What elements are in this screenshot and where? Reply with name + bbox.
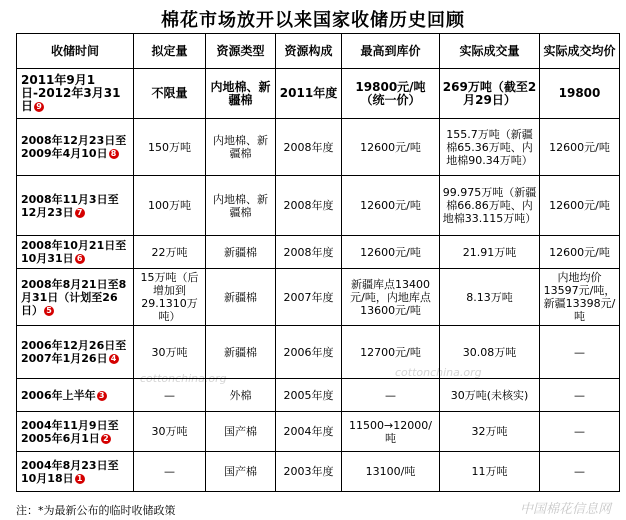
cell-source: 2003年度 <box>276 452 342 492</box>
cell-amount: 100万吨 <box>134 176 206 236</box>
sequence-marker: 3 <box>97 391 107 401</box>
cell-volume: 32万吨 <box>440 412 540 452</box>
cell-price: 11500→12000/吨 <box>342 412 440 452</box>
cell-avg: — <box>540 379 620 412</box>
cell-amount: — <box>134 379 206 412</box>
cell-amount: 不限量 <box>134 69 206 119</box>
table-row <box>17 326 620 379</box>
cell-amount: — <box>134 452 206 492</box>
header-source: 资源构成 <box>276 34 342 69</box>
cell-source: 2007年度 <box>276 269 342 326</box>
cell-volume: 30.08万吨 <box>440 326 540 379</box>
sequence-marker: 1 <box>75 474 85 484</box>
cell-volume: 99.975万吨（新疆棉66.86万吨、内地棉33.115万吨） <box>440 176 540 236</box>
table-row <box>17 269 620 326</box>
cell-price: 12600元/吨 <box>342 119 440 176</box>
cell-type: 内地棉、新疆棉 <box>206 119 276 176</box>
cell-price: 13100/吨 <box>342 452 440 492</box>
sequence-marker: 8 <box>109 149 119 159</box>
watermark: cottonchina.org <box>395 366 482 379</box>
table-header-row <box>17 34 620 69</box>
cell-time <box>17 452 134 492</box>
table-row <box>17 452 620 492</box>
cell-type: 国产棉 <box>206 452 276 492</box>
cell-price: 12600元/吨 <box>342 176 440 236</box>
cell-type: 内地棉、新疆棉 <box>206 69 276 119</box>
cell-amount: 22万吨 <box>134 236 206 269</box>
cell-time <box>17 412 134 452</box>
cell-volume: 269万吨（截至2月29日） <box>440 69 540 119</box>
header-type: 资源类型 <box>206 34 276 69</box>
cell-type: 新疆棉 <box>206 269 276 326</box>
cell-avg: 19800 <box>540 69 620 119</box>
cell-avg: — <box>540 452 620 492</box>
sequence-marker: 6 <box>75 254 85 264</box>
cell-avg: — <box>540 412 620 452</box>
header-avg: 实际成交均价 <box>540 34 620 69</box>
cell-avg: 12600元/吨 <box>540 236 620 269</box>
cell-volume: 155.7万吨（新疆棉65.36万吨、内地棉90.34万吨） <box>440 119 540 176</box>
cell-price: 新疆库点13400元/吨，内地库点13600元/吨 <box>342 269 440 326</box>
sequence-marker: 2 <box>101 434 111 444</box>
cell-time <box>17 69 134 119</box>
cell-price: 12700元/吨 <box>342 326 440 379</box>
time-text: 2008年11月3日至12月23日 <box>21 192 119 219</box>
cell-type: 新疆棉 <box>206 326 276 379</box>
cell-source: 2006年度 <box>276 326 342 379</box>
header-time: 收储时间 <box>17 34 134 69</box>
sequence-marker: 9 <box>34 102 44 112</box>
time-text: 2008年12月23日至2009年4月10日 <box>21 134 127 160</box>
cell-time <box>17 269 134 326</box>
watermark: 中国棉花信息网 <box>520 502 612 517</box>
table-row <box>17 69 620 119</box>
time-text: 2011年9月1日-2012年3月31日 <box>21 73 121 113</box>
cell-price: — <box>342 379 440 412</box>
cell-amount: 30万吨 <box>134 412 206 452</box>
cell-source: 2011年度 <box>276 69 342 119</box>
watermark: cottonchina.org <box>140 372 227 385</box>
cell-type: 外棉 <box>206 379 276 412</box>
cell-price: 19800元/吨（统一价） <box>342 69 440 119</box>
table-row <box>17 176 620 236</box>
cell-avg: 12600元/吨 <box>540 119 620 176</box>
header-amount: 拟定量 <box>134 34 206 69</box>
time-text: 2008年8月21日至8月31日（计划至26日） <box>21 277 127 317</box>
cell-amount: 150万吨 <box>134 119 206 176</box>
cell-source: 2008年度 <box>276 119 342 176</box>
table-row <box>17 379 620 412</box>
cell-time <box>17 326 134 379</box>
cell-source: 2004年度 <box>276 412 342 452</box>
cell-avg: — <box>540 326 620 379</box>
cell-source: 2008年度 <box>276 176 342 236</box>
cell-avg: 12600元/吨 <box>540 176 620 236</box>
time-text: 2004年8月23日至10月18日 <box>21 458 119 485</box>
time-text: 2006年上半年 <box>21 388 96 402</box>
time-text: 2008年10月21日至10月31日 <box>21 239 127 265</box>
sequence-marker: 5 <box>44 306 54 316</box>
cell-time <box>17 236 134 269</box>
table-row <box>17 119 620 176</box>
table-row <box>17 236 620 269</box>
footnote: 注：*为最新公布的临时收储政策 <box>16 504 176 517</box>
header-price: 最高到库价 <box>342 34 440 69</box>
cell-volume: 21.91万吨 <box>440 236 540 269</box>
header-volume: 实际成交量 <box>440 34 540 69</box>
cell-time <box>17 379 134 412</box>
cell-price: 12600元/吨 <box>342 236 440 269</box>
sequence-marker: 4 <box>109 354 119 364</box>
cell-source: 2005年度 <box>276 379 342 412</box>
cell-volume: 30万吨(未核实) <box>440 379 540 412</box>
cell-time <box>17 176 134 236</box>
cell-avg: 内地均价13597元/吨，新疆13398元/吨 <box>540 269 620 326</box>
time-text: 2006年12月26日至2007年1月26日 <box>21 339 127 365</box>
reserve-history-table <box>16 33 620 492</box>
cell-type: 内地棉、新疆棉 <box>206 176 276 236</box>
table-row <box>17 412 620 452</box>
sequence-marker: 7 <box>75 208 85 218</box>
cell-volume: 11万吨 <box>440 452 540 492</box>
cell-time <box>17 119 134 176</box>
cell-amount: 30万吨 <box>134 326 206 379</box>
cell-type: 国产棉 <box>206 412 276 452</box>
cell-source: 2008年度 <box>276 236 342 269</box>
time-text: 2004年11月9日至2005年6月1日 <box>21 418 119 445</box>
cell-amount: 15万吨（后增加到29.1310万吨） <box>134 269 206 326</box>
cell-type: 新疆棉 <box>206 236 276 269</box>
cell-volume: 8.13万吨 <box>440 269 540 326</box>
page-title: 棉花市场放开以来国家收储历史回顾 <box>161 10 465 31</box>
